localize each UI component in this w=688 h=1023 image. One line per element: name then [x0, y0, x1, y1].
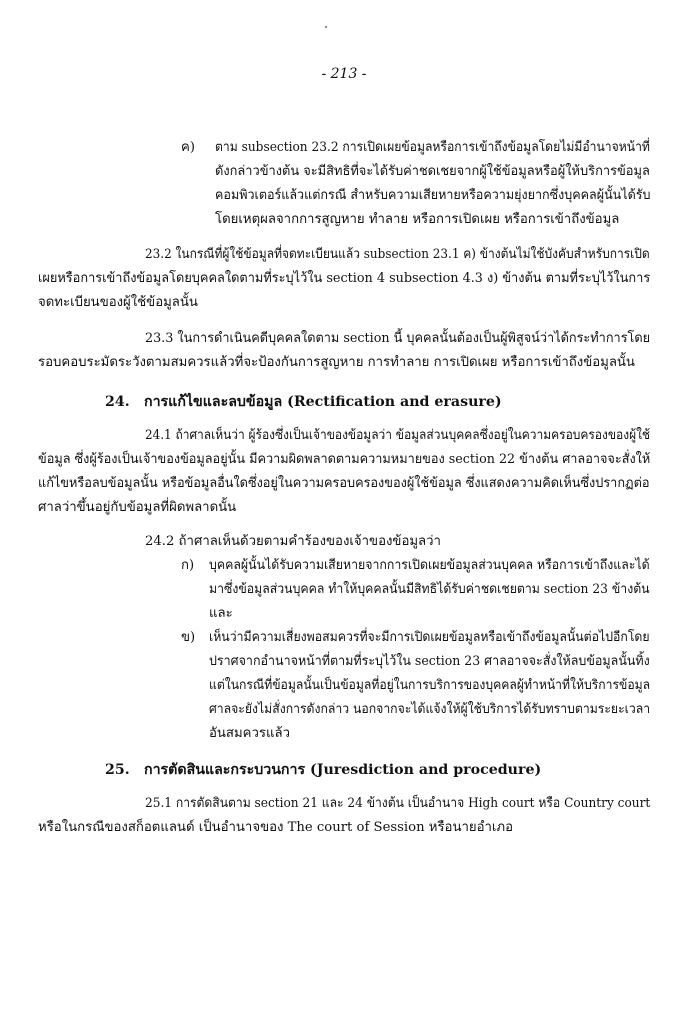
text-line: 23.3 ในการดำเนินคดีบุคคลใดตาม section นี้ บุคคลนั้นต้องเป็นผู้พิสูจน์ว่าได้กระทำการโดย — [145, 331, 651, 346]
section-number: 25. — [105, 762, 130, 778]
item-label: ข) — [181, 630, 196, 645]
text-line: โดยเหตุผลจากการสูญหาย ทำลาย หรือการเปิดเผย หรือการเข้าถึงข้อมูล — [215, 212, 620, 227]
text-line: หรือในกรณีของสก็อตแลนด์ เป็นอำนาจของ The court of Session หรือนายอำเภอ — [38, 820, 514, 835]
text-line: 24.2 ถ้าศาลเห็นด้วยตามคำร้องของเจ้าของข้อมูลว่า — [145, 534, 441, 549]
text-line: ตาม subsection 23.2 การเปิดเผยข้อมูลหรือการเข้าถึงข้อมูลโดยไม่มีอำนาจหน้าที่ — [215, 140, 650, 155]
text-line: มาซึ่งข้อมูลส่วนบุคคล ทำให้บุคคลนั้นมีสิทธิได้รับค่าชดเชยตาม section 23 ข้างต้น — [209, 582, 650, 597]
text-line: เห็นว่ามีความเสี่ยงพอสมควรที่จะมีการเปิดเผยข้อมูลหรือเข้าถึงข้อมูลนั้นต่อไปอีกโดย — [209, 630, 650, 645]
text-line: เผยหรือการเข้าถึงข้อมูลโดยบุคคลใดตามที่ระบุไว้ใน section 4 subsection 4.3 ง) ข้างต้น ตามที่ระบุไว้ในการ — [38, 271, 651, 286]
text-line: คอมพิวเตอร์แล้วแต่กรณี สำหรับความเสียหายหรือความยุ่งยากซึ่งบุคคลผู้นั้นได้รับ — [215, 188, 651, 203]
page-number: - 213 - — [321, 66, 367, 82]
text-line: แก้ไขหรือลบข้อมูลนั้น หรือข้อมูลอื่นใดซึ่งอยู่ในความครอบครองของผู้ใช้ข้อมูล ซึ่งแสดงความคิดเห็นซึ่งปรากฏต่อ — [38, 476, 650, 491]
text-line: 24.1 ถ้าศาลเห็นว่า ผู้ร้องซึ่งเป็นเจ้าของข้อมูลว่า ข้อมูลส่วนบุคคลซึ่งอยู่ในความครอบครองของผู้ใช้ — [145, 428, 651, 443]
text-line: ดังกล่าวข้างต้น จะมีสิทธิที่จะได้รับค่าชดเชยจากผู้ใช้ข้อมูลหรือผู้ให้บริการข้อมูล — [215, 164, 650, 179]
text-line: และ — [209, 606, 233, 621]
item-label: ก) — [181, 558, 195, 573]
text-line: ศาลจะยังไม่สั่งการดังกล่าว นอกจากจะได้แจ้งให้ผู้ใช้บริการได้รับทราบตามระยะเวลา — [209, 702, 651, 717]
text-line: ข้อมูล ซึ่งผู้ร้องเป็นเจ้าของข้อมูลอยู่นั้น มีความผิดพลาดตามความหมายของ section 22 ข้างต้น ศาลอาจจะสั่งให้ — [38, 452, 651, 467]
text-line: 23.2 ในกรณีที่ผู้ใช้ข้อมูลที่จดทะเบียนแล้ว subsection 23.1 ค) ข้างต้นไม่ใช้บังคับสำหรับการเปิด — [145, 247, 650, 262]
section-number: 24. — [105, 394, 130, 410]
scan-speck — [325, 26, 327, 28]
section-title: การแก้ไขและลบข้อมูล (Rectification and erasure) — [144, 394, 502, 410]
text-line: รอบคอบระมัดระวังตามสมควรแล้วที่จะป้องกันการสูญหาย การทำลาย การเปิดเผย หรือการเข้าถึงข้อมูลนั้น — [38, 355, 635, 370]
text-line: อันสมควรแล้ว — [209, 726, 290, 741]
text-line: 25.1 การตัดสินตาม section 21 และ 24 ข้างต้น เป็นอำนาจ High court หรือ Country court — [145, 796, 651, 811]
text-line: แต่ในกรณีที่ข้อมูลนั้นเป็นข้อมูลที่อยู่ในการบริการของบุคคลผู้ทำหน้าที่ให้บริการข้อมูล — [209, 678, 651, 693]
section-title: การตัดสินและกระบวนการ (Juresdiction and procedure) — [144, 762, 542, 778]
text-line: บุคคลผู้นั้นได้รับความเสียหายจากการเปิดเผยข้อมูลส่วนบุคคล หรือการเข้าถึงและได้ — [209, 558, 650, 573]
text-line: จดทะเบียนของผู้ใช้ข้อมูลนั้น — [38, 295, 198, 310]
item-label: ค) — [181, 140, 195, 155]
text-line: ศาลว่าขึ้นอยู่กับข้อมูลที่ผิดพลาดนั้น — [38, 500, 237, 515]
text-line: ปราศจากอำนาจหน้าที่ตามที่ระบุไว้ใน section 23 ศาลอาจจะสั่งให้ลบข้อมูลนั้นทิ้ง — [209, 654, 650, 669]
